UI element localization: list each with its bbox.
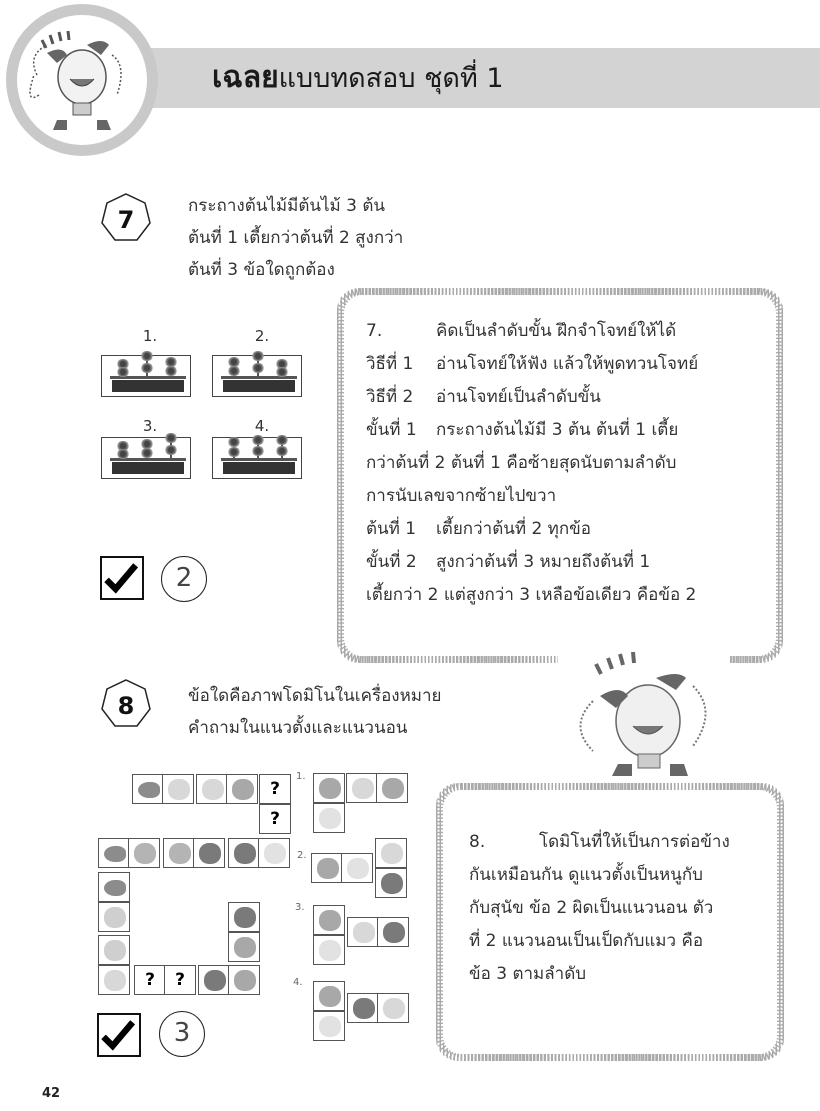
line-lead: 7. — [366, 321, 383, 341]
domino-tile-mouse — [228, 932, 260, 962]
plant-icon — [275, 359, 289, 377]
heptagon-icon — [100, 192, 152, 244]
dog-icon — [264, 843, 286, 864]
line-text: สูงกว่าต้นที่ 3 หมายถึงต้นที่ 1 — [436, 552, 651, 572]
question-line: ต้นที่ 3 ข้อใดถูกต้อง — [188, 260, 335, 280]
option-label: 2. — [297, 850, 307, 861]
domino-tile-mouse — [226, 774, 258, 804]
answer-check-box — [97, 1013, 141, 1057]
svg-text:8: 8 — [117, 692, 135, 720]
plant-icon — [227, 437, 241, 459]
explanation-text — [366, 315, 698, 612]
question-tile — [259, 774, 291, 804]
plant-icon — [164, 433, 178, 459]
pot-tray — [112, 462, 184, 474]
domino-tile-hen — [375, 838, 407, 868]
domino-tile-hen — [98, 965, 130, 995]
domino-tile-cat — [193, 838, 225, 868]
header-mascot — [6, 4, 158, 156]
doll-icon — [169, 843, 191, 864]
plant-icon — [116, 359, 130, 377]
plant-pot-option[interactable] — [212, 355, 302, 397]
domino-tile-cat — [198, 965, 230, 995]
explanation-line — [366, 447, 698, 480]
question-line: ต้นที่ 1 เตี้ยกว่าต้นที่ 2 สูงกว่า — [188, 228, 404, 248]
hen-icon — [383, 998, 405, 1019]
plant-icon — [251, 351, 265, 377]
hen-icon — [353, 922, 375, 943]
question-mark: ? — [145, 970, 155, 990]
explanation-line — [366, 513, 698, 546]
cat-icon — [383, 922, 405, 943]
hen-icon — [202, 779, 224, 800]
question-mark: ? — [270, 809, 280, 829]
domino-tile-cat — [377, 917, 409, 947]
question-7-text — [188, 190, 403, 286]
explanation-line — [469, 892, 730, 925]
mouse-icon — [382, 778, 404, 799]
explanation-box-7 — [337, 288, 783, 663]
line-lead: ต้นที่ 1 — [366, 519, 417, 539]
question-line: กระถางต้นไม้มีต้นไม้ 3 ต้น — [188, 196, 386, 216]
option-label: 1. — [142, 327, 158, 345]
mouse-icon — [319, 910, 341, 931]
line-text: อ่านโจทย์เป็นลำดับขั้น — [436, 387, 601, 407]
domino-tile-mouse — [313, 905, 345, 935]
domino-tile-mouse — [311, 853, 343, 883]
dog-icon — [319, 1016, 341, 1037]
plant-icon — [116, 441, 130, 459]
line-text: อ่านโจทย์ให้ฟัง แล้วให้พูดทวนโจทย์ — [436, 354, 699, 374]
explanation-line — [366, 579, 698, 612]
mouse-icon — [234, 970, 256, 991]
explanation-box-8 — [436, 783, 784, 1061]
bunny-icon — [104, 940, 126, 961]
plant-pot-option[interactable] — [212, 437, 302, 479]
plant-icon — [140, 351, 154, 377]
hen-icon — [381, 843, 403, 864]
explanation-line — [366, 381, 698, 414]
explanation-line — [469, 925, 730, 958]
line-lead: 8. — [469, 832, 486, 852]
question-mark: ? — [175, 970, 185, 990]
pot-tray — [223, 462, 295, 474]
question-8-text — [188, 680, 442, 744]
domino-tile-bunny — [98, 902, 130, 932]
question-tile — [164, 965, 196, 995]
domino-tile-mouse — [376, 773, 408, 803]
option-label: 2. — [254, 327, 270, 345]
plant-pot-option[interactable] — [101, 437, 191, 479]
line-text: เตี้ยกว่าต้นที่ 2 ทุกข้อ — [436, 519, 592, 539]
line-lead: วิธีที่ 1 — [366, 354, 414, 374]
fish-icon — [104, 880, 126, 896]
line-text: กว่าต้นที่ 2 ต้นที่ 1 คือซ้ายสุดนับตามลำดับ — [366, 453, 677, 473]
title-bold: เฉลย — [212, 60, 279, 95]
line-text: กระถางต้นไม้มี 3 ต้น ต้นที่ 1 เตี้ย — [436, 420, 679, 440]
plant-pot-option[interactable] — [101, 355, 191, 397]
line-lead: ขั้นที่ 1 — [366, 420, 417, 440]
option-label: 4. — [293, 977, 303, 988]
question-line: คำถามในแนวตั้งและแนวนอน — [188, 718, 408, 738]
domino-tile-mouse — [228, 965, 260, 995]
line-text: ข้อ 3 ตามลำดับ — [469, 964, 587, 984]
question-7-badge — [100, 192, 152, 244]
domino-tile-hen — [346, 773, 378, 803]
line-text: ที่ 2 แนวนอนเป็นเป็ดกับแมว คือ — [469, 931, 704, 951]
domino-tile-bunny — [98, 935, 130, 965]
page-number: 42 — [42, 1086, 61, 1101]
answer-circle: 2 — [161, 556, 207, 602]
question-line: ข้อใดคือภาพโดมิโนในเครื่องหมาย — [188, 686, 442, 706]
option-label: 4. — [254, 417, 270, 435]
pot-tray — [112, 380, 184, 392]
line-text: กันเหมือนกัน ดูแนวตั้งเป็นหนูกับ — [469, 865, 703, 885]
svg-text:7: 7 — [117, 206, 135, 234]
explanation-line — [366, 546, 698, 579]
option-label: 1. — [296, 771, 306, 782]
domino-tile-fish — [98, 838, 130, 868]
explanation-line — [469, 826, 730, 859]
cat-icon — [353, 998, 375, 1019]
domino-tile-hen — [377, 993, 409, 1023]
line-text: คิดเป็นลำดับขั้น ฝึกจำโจทย์ให้ได้ — [436, 321, 677, 341]
hen-icon — [168, 779, 190, 800]
domino-tile-cat — [375, 868, 407, 898]
plant-icon — [227, 357, 241, 377]
domino-tile-cat — [347, 993, 379, 1023]
doll-icon — [134, 843, 156, 864]
domino-tile-hen — [347, 917, 379, 947]
domino-tile-dog — [313, 935, 345, 965]
domino-tile-mouse — [313, 773, 345, 803]
line-lead: วิธีที่ 2 — [366, 387, 414, 407]
line-text: โดมิโนที่ให้เป็นการต่อข้าง — [539, 832, 730, 852]
domino-tile-dog — [313, 1011, 345, 1041]
cat-icon — [199, 843, 221, 864]
domino-tile-dog — [313, 803, 345, 833]
line-lead: ขั้นที่ 2 — [366, 552, 417, 572]
domino-tile-mouse — [313, 981, 345, 1011]
domino-tile-fish — [132, 774, 164, 804]
domino-tile-fish — [98, 872, 130, 902]
dog-icon — [347, 858, 369, 879]
domino-tile-doll — [163, 838, 195, 868]
question-8-badge — [100, 678, 152, 730]
line-text: เตี้ยกว่า 2 แต่สูงกว่า 3 เหลือข้อเดียว คือข้อ 2 — [366, 585, 697, 605]
checkmark-icon — [102, 558, 142, 598]
mouse-icon — [317, 858, 339, 879]
dog-icon — [319, 808, 341, 829]
question-tile — [134, 965, 166, 995]
domino-tile-hen — [162, 774, 194, 804]
explanation-line — [366, 414, 698, 447]
cat-icon — [381, 873, 403, 894]
dog-icon — [319, 940, 341, 961]
hen-icon — [352, 778, 374, 799]
heptagon-icon — [100, 678, 152, 730]
pot-tray — [223, 380, 295, 392]
question-tile — [259, 804, 291, 834]
page-title — [212, 56, 504, 101]
hen-icon — [104, 970, 126, 991]
plant-icon — [275, 435, 289, 459]
explanation-line — [469, 958, 730, 991]
fish-icon — [104, 846, 126, 862]
domino-tile-dog — [341, 853, 373, 883]
answer-check-box — [100, 556, 144, 600]
domino-tile-cat — [228, 838, 260, 868]
domino-tile-cat — [228, 902, 260, 932]
domino-tile-doll — [128, 838, 160, 868]
domino-tile-hen — [196, 774, 228, 804]
mouse-icon — [319, 986, 341, 1007]
mouse-icon — [234, 937, 256, 958]
plant-icon — [140, 439, 154, 459]
line-text: การนับเลขจากซ้ายไปขวา — [366, 486, 557, 506]
fish-icon — [138, 782, 160, 798]
lightbulb-mascot-icon — [558, 646, 730, 784]
plant-icon — [164, 357, 178, 377]
question-mark: ? — [270, 779, 280, 799]
explanation-line — [366, 315, 698, 348]
explanation-text — [469, 826, 730, 991]
mouse-icon — [232, 779, 254, 800]
mouse-icon — [319, 778, 341, 799]
option-label: 3. — [142, 417, 158, 435]
title-rest: แบบทดสอบ ชุดที่ 1 — [278, 63, 504, 94]
cat-icon — [234, 843, 256, 864]
answer-circle: 3 — [159, 1011, 205, 1057]
bunny-icon — [104, 907, 126, 928]
explanation-line — [366, 480, 698, 513]
option-label: 3. — [295, 902, 305, 913]
explanation-line — [366, 348, 698, 381]
checkmark-icon — [99, 1015, 139, 1055]
plant-icon — [251, 435, 265, 459]
explanation-line — [469, 859, 730, 892]
domino-tile-dog — [258, 838, 290, 868]
lightbulb-mascot-icon — [17, 15, 147, 145]
cat-icon — [234, 907, 256, 928]
cat-icon — [204, 970, 226, 991]
line-text: กับสุนัข ข้อ 2 ผิดเป็นแนวนอน ตัว — [469, 898, 714, 918]
